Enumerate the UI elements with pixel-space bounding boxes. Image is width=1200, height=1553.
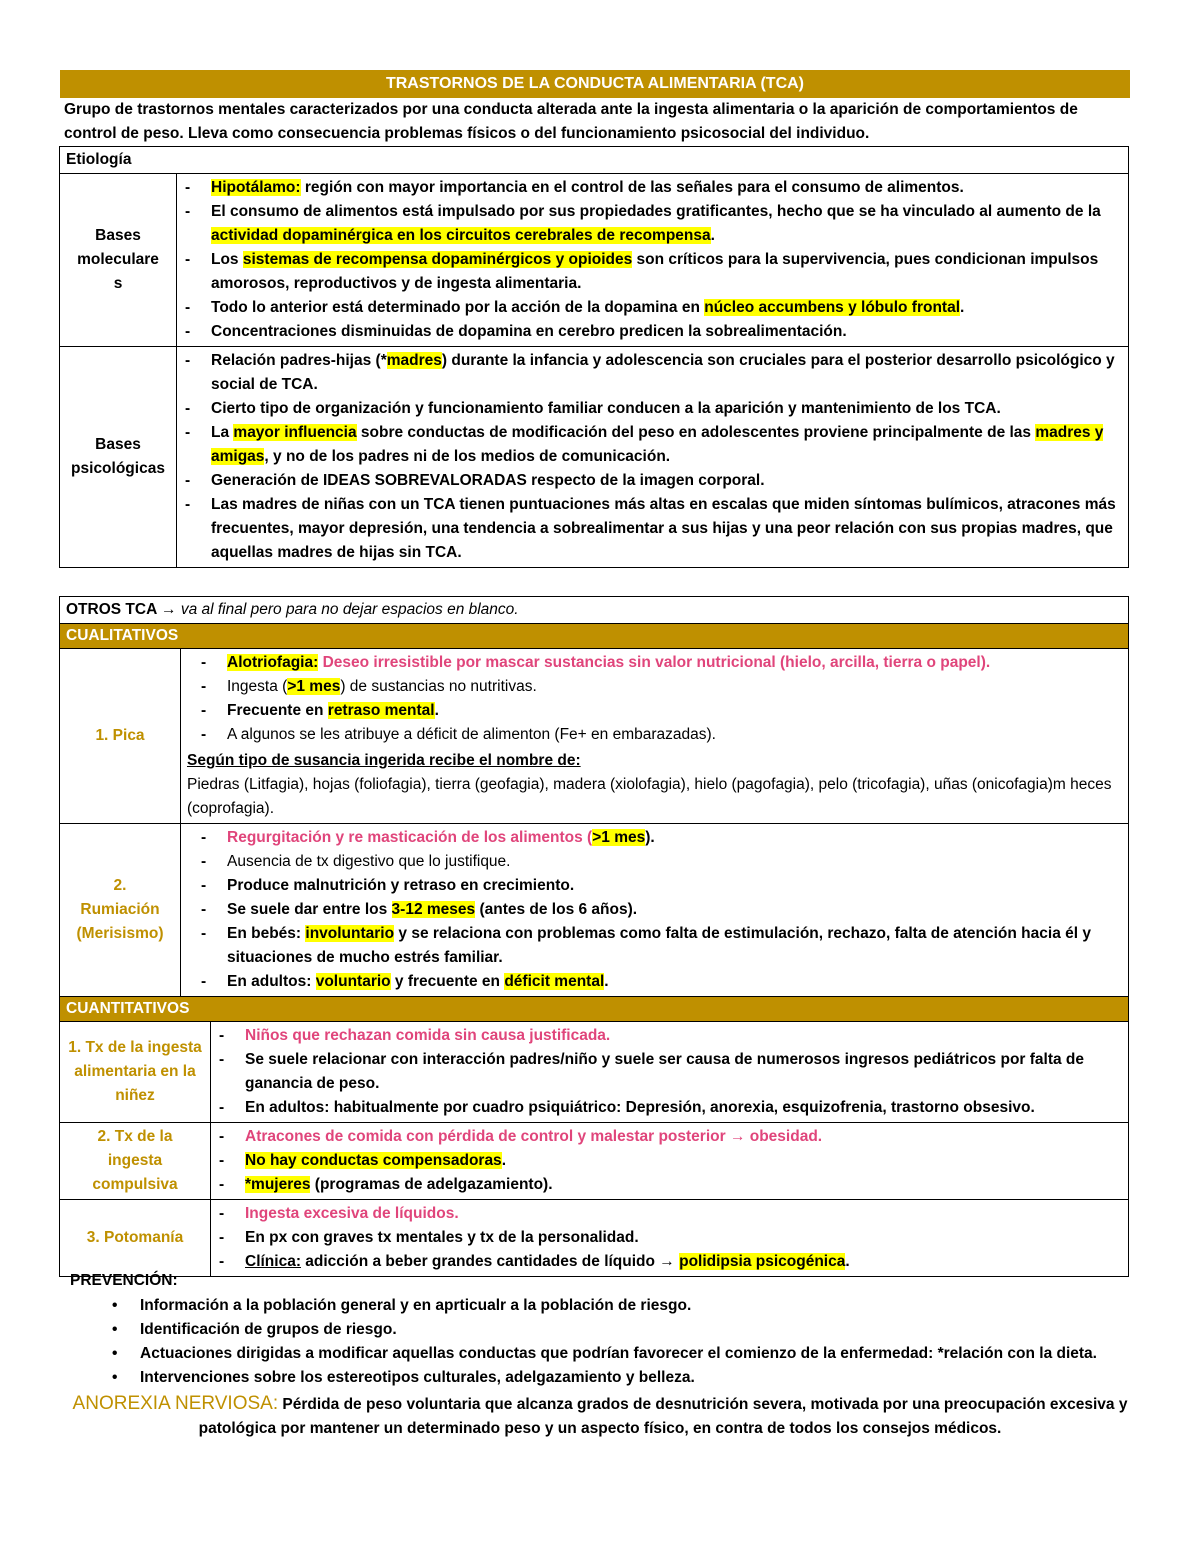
etiologia-heading: Etiología — [60, 147, 1129, 174]
anorexia-paragraph — [70, 1392, 1130, 1441]
list-item: - Alotriofagia: Deseo irresistible por mascar sustancias sin valor nutricional (hielo, arcilla, tierra o papel). — [227, 651, 1122, 675]
tx-ninez-label: 1. Tx de la ingesta alimentaria en la niñez — [60, 1022, 211, 1123]
list-item: - Generación de IDEAS SOBREVALORADAS respecto de la imagen corporal. — [211, 469, 1122, 493]
rumiacion-content — [181, 824, 1129, 997]
list-item: - Regurgitación y re masticación de los alimentos (>1 mes). — [227, 826, 1122, 850]
list-item: - Hipotálamo: región con mayor importancia en el control de las señales para el consumo de alimentos. — [211, 176, 1122, 200]
arrow-icon: → — [729, 1128, 746, 1145]
list-item: - Las madres de niñas con un TCA tienen puntuaciones más altas en escalas que miden síntomas bulímicos, atracones más frecuentes, mayor depresión, una tendencia a sobrealimentar a sus hijas y una peor relación con sus propias madres, que aquellas madres de hijas sin TCA. — [211, 493, 1122, 565]
otros-tca-table — [59, 596, 1129, 1277]
pica-content — [181, 649, 1129, 824]
list-item: - En adultos: voluntario y frecuente en déficit mental. — [227, 970, 1122, 994]
list-item: - Frecuente en retraso mental. — [227, 699, 1122, 723]
potomania-content — [211, 1200, 1129, 1277]
list-item: - Ausencia de tx digestivo que lo justifique. — [227, 850, 1122, 874]
list-item: - En px con graves tx mentales y tx de la personalidad. — [245, 1226, 1122, 1250]
cuantitativos-heading: CUANTITATIVOS — [60, 997, 1129, 1022]
anorexia-title: ANOREXIA NERVIOSA: — [72, 1393, 279, 1414]
anorexia-text: Pérdida de peso voluntaria que alcanza grados de desnutrición severa, motivada por una preocupación excesiva y patológica por mantener un determinado peso y un aspecto físico, en contra de todos los consejos médicos. — [198, 1396, 1128, 1437]
pica-subtitle: Según tipo de susancia ingerida recibe el nombre de: — [187, 752, 581, 769]
tx-ninez-content — [211, 1022, 1129, 1123]
list-item: - Cierto tipo de organización y funcionamiento familiar conducen a la aparición y mantenimiento de los TCA. — [211, 397, 1122, 421]
list-item: - El consumo de alimentos está impulsado por sus propiedades gratificantes, hecho que se ha vinculado al aumento de la actividad dopaminérgica en los circuitos cerebrales de recompensa. — [211, 200, 1122, 248]
list-item: • Información a la población general y en aprticualr a la población de riesgo. — [140, 1294, 1130, 1318]
list-item: - Se suele relacionar con interacción padres/niño y suele ser causa de numerosos ingresos pediátricos por falta de ganancia de peso. — [245, 1048, 1122, 1096]
list-item: - Los sistemas de recompensa dopaminérgicos y opioides son críticos para la supervivencia, pues condicionan impulsos amorosos, reproductivos y de ingesta alimentaria. — [211, 248, 1122, 296]
prevencion-title: PREVENCIÓN: — [70, 1272, 178, 1289]
pica-label: 1. Pica — [60, 649, 181, 824]
prevencion-section — [70, 1268, 1130, 1441]
bases-psicologicas-content — [177, 347, 1129, 568]
list-item: - Clínica: adicción a beber grandes cantidades de líquido → polidipsia psicogénica. — [245, 1250, 1122, 1274]
intro-paragraph: Grupo de trastornos mentales caracterizados por una conducta alterada ante la ingesta alimentaria o la aparición de comportamientos de control de peso. Lleva como consecuencia problemas físicos o del funcionamiento psicosocial del individuo. — [64, 101, 1078, 142]
page-content — [60, 70, 1130, 1277]
tx-compulsiva-label: 2. Tx de la ingesta compulsiva — [60, 1123, 211, 1200]
bases-moleculares-label: Bases moleculare s — [60, 174, 177, 347]
list-item: - En adultos: habitualmente por cuadro psiquiátrico: Depresión, anorexia, esquizofrenia, trastorno obsesivo. — [245, 1096, 1122, 1120]
rumiacion-label: 2. Rumiación (Merisismo) — [60, 824, 181, 997]
pica-subtext: Piedras (Litfagia), hojas (foliofagia), tierra (geofagia), madera (xiolofagia), hielo (pagofagia), pelo (tricofagia), uñas (onicofagia)m heces (coprofagia). — [187, 776, 1112, 817]
list-item: - Ingesta (>1 mes) de sustancias no nutritivas. — [227, 675, 1122, 699]
tx-compulsiva-content — [211, 1123, 1129, 1200]
list-item: - En bebés: involuntario y se relaciona con problemas como falta de estimulación, rechazo, falta de atención hacia él y situaciones de mucho estrés familiar. — [227, 922, 1122, 970]
list-item: - La mayor influencia sobre conductas de modificación del peso en adolescentes proviene principalmente de las madres y amigas, y no de los padres ni de los medios de comunicación. — [211, 421, 1122, 469]
list-item: - No hay conductas compensadoras. — [245, 1149, 1122, 1173]
list-item: - Atracones de comida con pérdida de control y malestar posterior → obesidad. — [245, 1125, 1122, 1149]
list-item: - Niños que rechazan comida sin causa justificada. — [245, 1024, 1122, 1048]
list-item: • Identificación de grupos de riesgo. — [140, 1318, 1130, 1342]
potomania-label: 3. Potomanía — [60, 1200, 211, 1277]
list-item: - Produce malnutrición y retraso en crecimiento. — [227, 874, 1122, 898]
bases-psicologicas-label: Bases psicológicas — [60, 347, 177, 568]
page-title: TRASTORNOS DE LA CONDUCTA ALIMENTARIA (TCA) — [60, 70, 1130, 98]
bases-moleculares-content — [177, 174, 1129, 347]
list-item: - A algunos se les atribuye a déficit de alimenton (Fe+ en embarazadas). — [227, 723, 1122, 747]
list-item: - Todo lo anterior está determinado por la acción de la dopamina en núcleo accumbens y lóbulo frontal. — [211, 296, 1122, 320]
list-item: - *mujeres (programas de adelgazamiento). — [245, 1173, 1122, 1197]
list-item: - Ingesta excesiva de líquidos. — [245, 1202, 1122, 1226]
pica-subsection — [181, 749, 1128, 823]
etiologia-table — [59, 146, 1129, 568]
arrow-icon: → — [659, 1253, 675, 1270]
list-item: - Se suele dar entre los 3-12 meses (antes de los 6 años). — [227, 898, 1122, 922]
list-item: • Actuaciones dirigidas a modificar aquellas conductas que podrían favorecer el comienzo de la enfermedad: *relación con la dieta. — [140, 1342, 1130, 1366]
cualitativos-heading: CUALITATIVOS — [60, 624, 1129, 649]
list-item: - Relación padres-hijas (*madres) durante la infancia y adolescencia son cruciales para el posterior desarrollo psicológico y social de TCA. — [211, 349, 1122, 397]
list-item: - Concentraciones disminuidas de dopamina en cerebro predicen la sobrealimentación. — [211, 320, 1122, 344]
otros-tca-heading: OTROS TCA → va al final pero para no dejar espacios en blanco. — [60, 597, 1129, 624]
list-item: • Intervenciones sobre los estereotipos culturales, adelgazamiento y belleza. — [140, 1366, 1130, 1390]
arrow-icon: → — [161, 601, 177, 618]
